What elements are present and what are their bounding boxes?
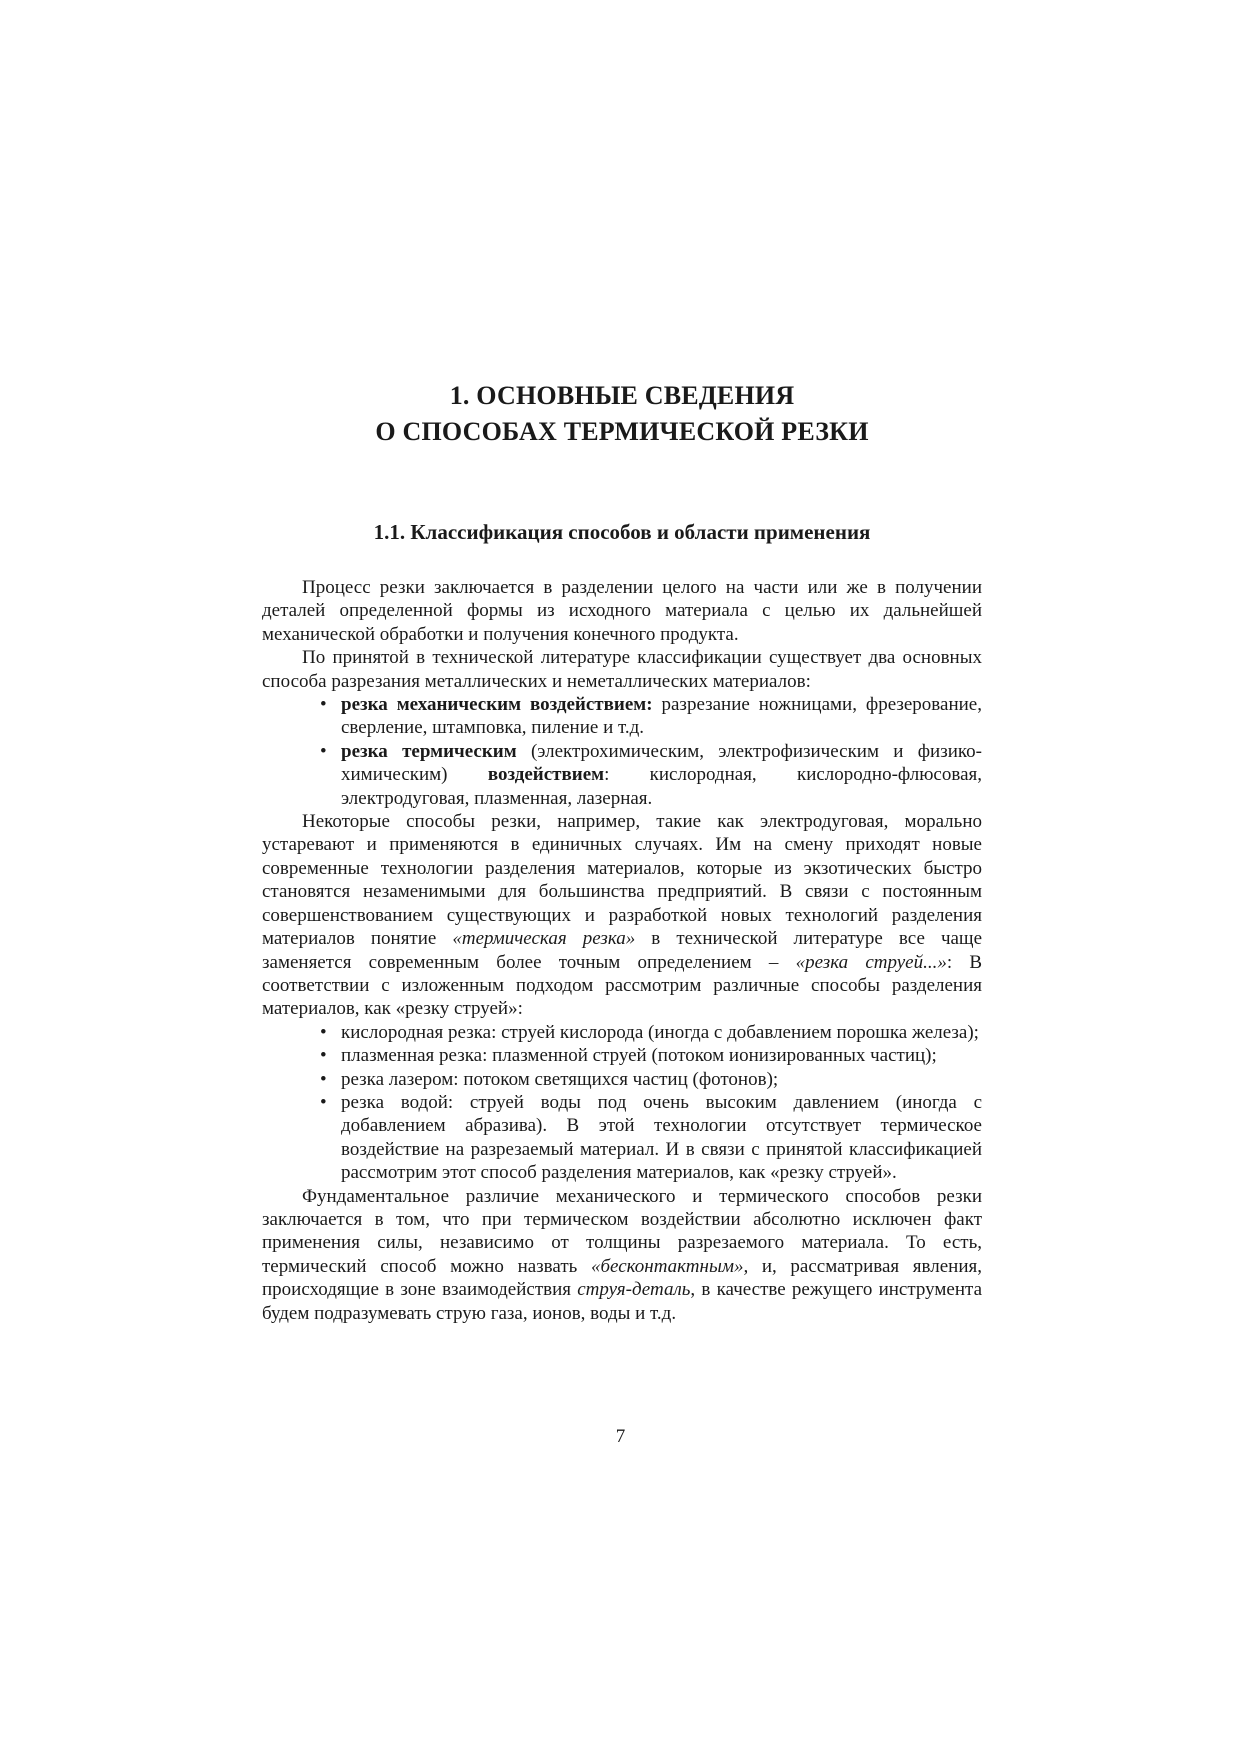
term-contactless: «бесконтактным», [590,1255,749,1277]
term-thermal: резка термическим [341,740,517,762]
list-item-mechanical-text: разрезание ножницами, фрезерование, сверление, штамповка, пиление и т.д. [341,694,982,739]
list-item-thermal-text-mid: (электрохимическим, электрофизическим и физико-химическим) [341,740,982,786]
paragraph-modern-text-c: : В соответствии с изложенным подходом рассмотрим различные способы разделения материалов, как «резку струей»: [262,951,983,1020]
paragraph-modern-text-a: Некоторые способы резки, например, такие как электродуговая, морально устаревают и применяются в единичных случаях. Им на смену приходят новые современные технологии разделения материалов, которые из экзотических быстро становятся незаменимыми для большинства предприятий. В связи с постоянным совершенствованием существующих и разработкой новых технологий разделения материалов понятие [262,811,982,950]
list-item-oxygen: • кислородная резка: струей кислорода (иногда с добавлением порошка железа); [320,1021,982,1044]
paragraph-modern-technologies [262,810,982,1021]
list-item-water: • резка водой: струей воды под очень высоким давлением (иногда с добавлением абразива). В этой технологии отсутствует термическое воздействие на разрезаемый материал. И в связи с принятой классификацией рассмотрим этот способ разделения материалов, как «резку струей». [320,1091,982,1185]
page-content [262,378,982,1325]
list-item-plasma: • плазменная резка: плазменной струей (потоком ионизированных частиц); [320,1044,982,1067]
paragraph-modern-text-b: в технической литературе все чаще заменяется современным более точным определением – [262,928,982,973]
chapter-title-line-1: 1. ОСНОВНЫЕ СВЕДЕНИЯ [449,381,795,410]
body-text [262,576,982,1325]
term-mechanical: резка механическим воздействием: [341,694,653,716]
paragraph-difference-text-c: , в качестве режущего инструмента будем подразумевать струю газа, ионов, воды и т.д. [262,1279,982,1324]
chapter-title-line-2: О СПОСОБАХ ТЕРМИЧЕСКОЙ РЕЗКИ [375,417,869,446]
jet-cutting-list [262,1021,982,1185]
term-thermal-cutting: «термическая резка» [452,928,636,950]
list-item-mechanical [320,693,982,740]
page-number: 7 [615,1426,626,1447]
paragraph-fundamental-difference [262,1185,982,1325]
paragraph-intro: Процесс резки заключается в разделении целого на части или же в получении деталей определенной формы из исходного материала с целью их дальнейшей механической обработки и получения конечного продукта. [262,577,982,645]
term-jet-part: струя-деталь [577,1279,691,1301]
list-item-thermal-text-rest: : кислородная, кислородно-флюсовая, электродуговая, плазменная, лазерная. [341,764,982,809]
paragraph-classification: По принятой в технической литературе классификации существует два основных способа разрезания металлических и неметаллических материалов: [262,647,982,692]
term-jet-cutting: «резка струей...» [795,951,947,973]
term-impact: воздействием [487,764,605,786]
paragraph-difference-text-b: и, рассматривая явления, происходящие в зоне взаимодействия [262,1255,982,1301]
section-title: 1.1. Классификация способов и области применения [373,520,871,544]
paragraph-difference-text-a: Фундаментальное различие механического и термического способов резки заключается в том, что при термическом воздействии абсолютно исключен факт применения силы, независимо от толщины разрезаемого материала. То есть, термический способ можно назвать [262,1185,982,1277]
list-item-laser: • резка лазером: потоком светящихся частиц (фотонов); [320,1068,982,1091]
cutting-methods-list [262,693,982,810]
chapter-title [262,378,982,450]
list-item-thermal [320,740,982,810]
